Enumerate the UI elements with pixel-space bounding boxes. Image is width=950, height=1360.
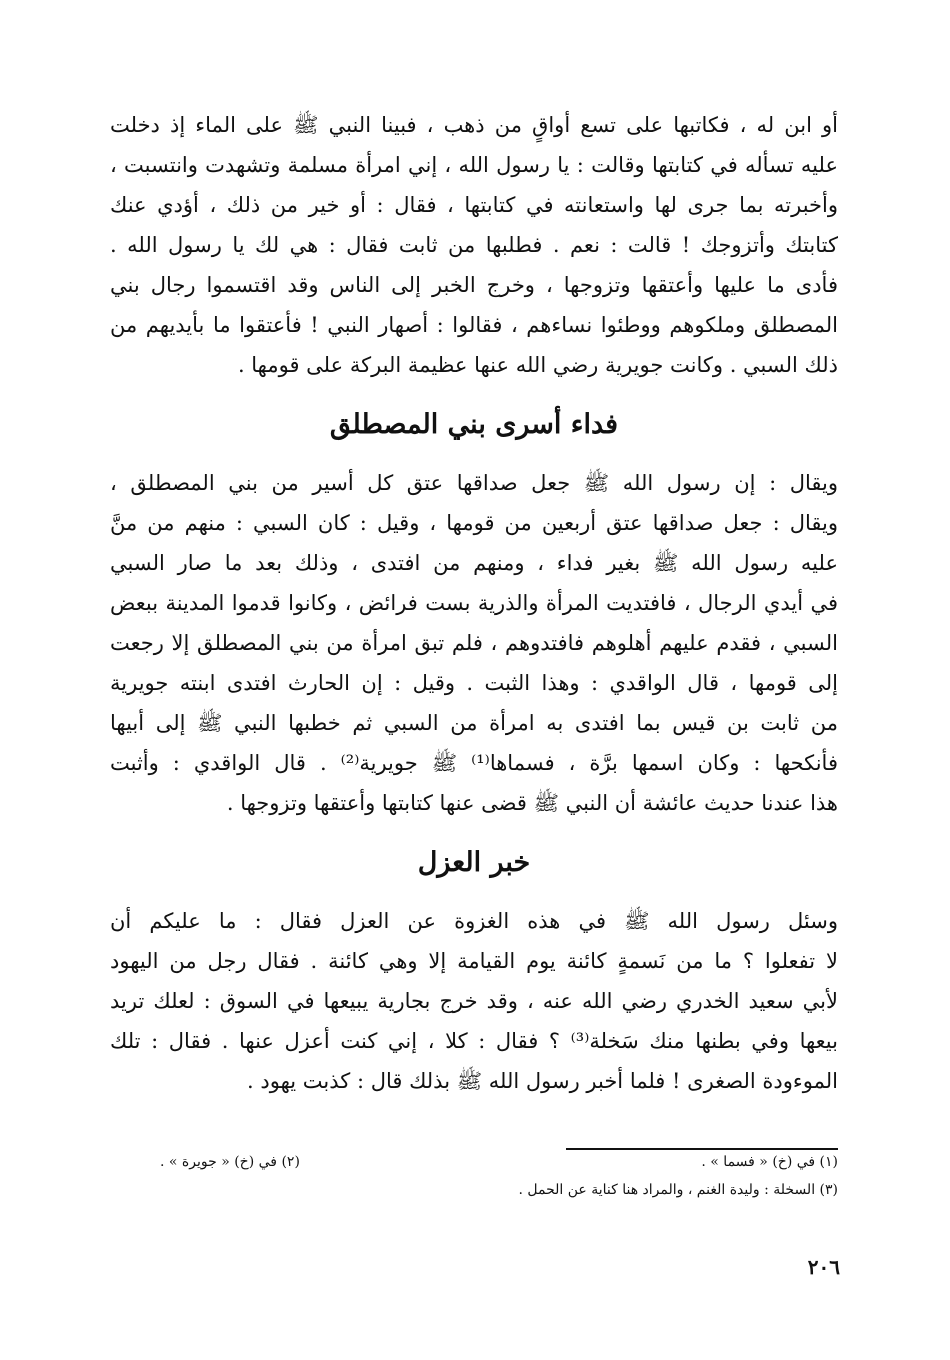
text-line: هذا عندنا حديث عائشة أن النبي ﷺ قضى عنها كتابتها وأعتقها وتزوجها . [226,791,838,815]
footnote-row [110,1176,838,1204]
text-line: أو ابن له ، فكاتبها على تسع أواقٍ من ذهب ، فبينا النبي ﷺ على الماء إذ دخلت [110,113,838,137]
text-line: في أيدي الرجال ، فافتديت المرأة والذرية بست فرائض ، وكانوا قدموا المدينة ببعض [110,591,838,615]
text-line: ويقال : جعل صداقها عتق أربعين من قومها ، وقيل : كان السبي : منهم من منَّ [110,511,838,535]
text-line: فأنكحها : وكان اسمها برَّة ، فسماها⁽¹⁾ ﷺ جويرية⁽²⁾ . قال الواقدي : وأثبت [110,751,838,775]
text-line: من ثابت بن قيس بما افتدى به امرأة من السبي ثم خطبها النبي ﷺ إلى أبيها [110,711,838,735]
page-body [110,105,838,1101]
section-heading-azl: خبر العزل [417,847,531,878]
text-line: عليه رسول الله ﷺ بغير فداء ، ومنهم من افتدى ، وذلك بعد ما صار السبي [110,551,838,575]
page-number: ٢٠٦ [807,1255,840,1279]
text-line: عليه تسأله في كتابتها وقالت : يا رسول الله ، إني امرأة مسلمة وتشهدت وانتسبت ، [110,153,838,177]
paragraph-ransom [110,463,838,823]
text-line: وأخبرته بما جرى لها واستعانته في كتابتها ، فقال : أو خير من ذلك ، أؤدي عنك [110,193,838,217]
text-line: كتابتك وأتزوجك ! قالت : نعم . فطلبها من ثابت فقال : هي لك يا رسول الله . [110,233,838,257]
text-line: بيعها وفي بطنها منك سَخلة⁽³⁾ ؟ فقال : كلا ، إني كنت أعزل عنها . فقال : تلك [110,1029,838,1053]
section-heading-ransom: فداء أسرى بني المصطلق [329,409,619,440]
footnote-3: (٣) السخلة : وليدة الغنم ، والمراد هنا كناية عن الحمل . [518,1182,838,1198]
footnote-row [110,1148,838,1176]
paragraph-azl [110,901,838,1101]
text-line: ذلك السبي . وكانت جويرية رضي الله عنها عظيمة البركة على قومها . [237,353,838,377]
text-line: وسئل رسول الله ﷺ في هذه الغزوة عن العزل فقال : ما عليكم أن [110,909,838,933]
text-line: السبي ، فقدم عليهم أهلوهم فافتدوهم ، فلم تبق امرأة من بني المصطلق إلا رجعت [110,631,838,655]
footnotes [110,1148,838,1204]
text-line: لأبي سعيد الخدري رضي الله عنه ، وقد خرج بجارية يبيعها في السوق : لعلك تريد [110,989,838,1013]
footnote-1: (١) في (خ) « فسما » . [701,1154,838,1170]
text-line: المصطلق وملكوهم ووطئوا نساءهم ، فقالوا : أصهار النبي ! فأعتقوا ما بأيديهم من [110,313,838,337]
paragraph-intro [110,105,838,385]
text-line: إلى قومها ، قال الواقدي : وهذا الثبت . وقيل : إن الحارث افتدى ابنته جويرية [110,671,838,695]
footnote-2: (٢) في (خ) « جويرة » . [160,1154,300,1170]
text-line: الموءودة الصغرى ! فلما أخبر رسول الله ﷺ بذلك قال : كذبت يهود . [247,1069,838,1093]
text-line: لا تفعلوا ؟ ما من نَسمةٍ كائنة يوم القيامة إلا وهي كائنة . فقال رجل من اليهود [110,949,838,973]
text-line: فأدى ما عليها وأعتقها وتزوجها ، وخرج الخبر إلى الناس وقد اقتسموا رجال بني [110,273,838,297]
text-line: ويقال : إن رسول الله ﷺ جعل صداقها عتق كل أسير من بني المصطلق ، [110,471,838,495]
